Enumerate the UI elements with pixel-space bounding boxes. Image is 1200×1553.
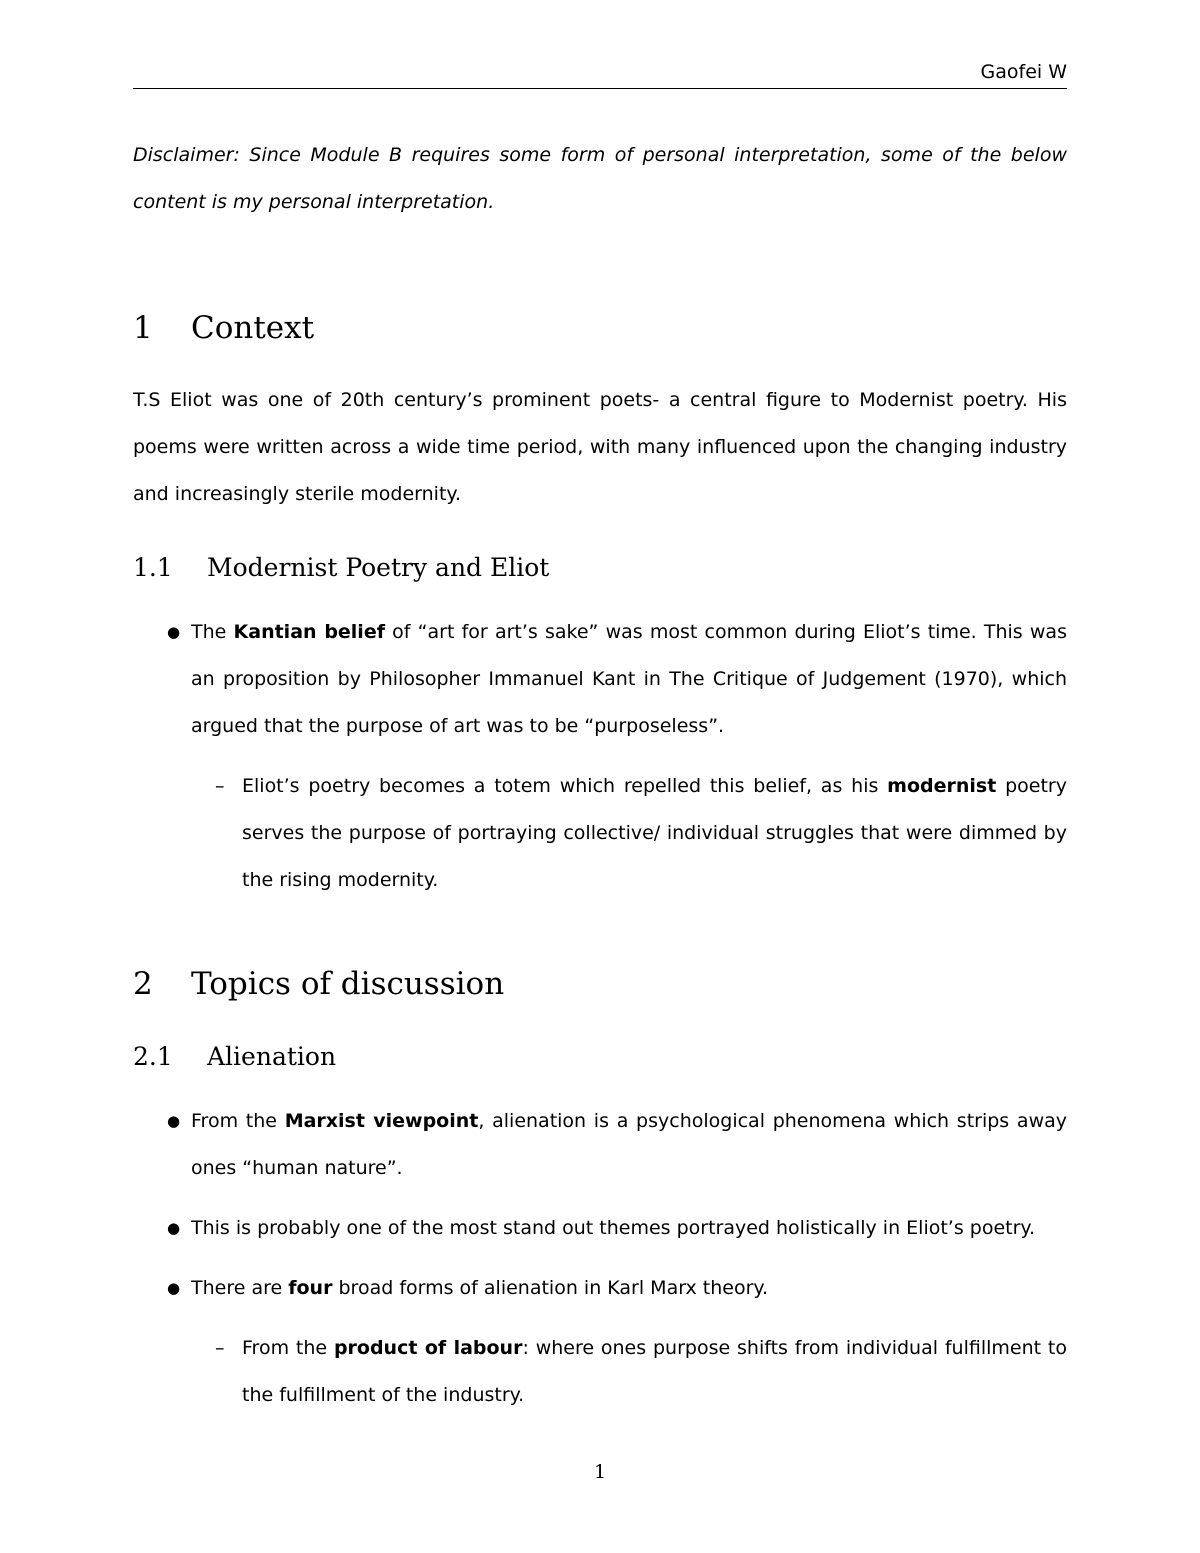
modernist-bullet-list [133,609,1067,904]
section-title: Topics of discussion [191,966,505,1002]
list-item-text: From the [191,1110,285,1132]
header-rule [133,88,1067,89]
list-item-bold-term: Kantian belief [233,621,385,643]
dash-icon: – [215,775,225,797]
list-item-text: : where ones purpose shifts from individual fulfillment to the fulfillment of the industry. [242,1337,1067,1406]
alienation-bullet-list [133,1098,1067,1419]
running-header-author: Gaofei W [980,61,1067,83]
bullet-icon: ● [167,623,181,641]
list-item-bold-term: modernist [887,775,997,797]
modernist-sub-list [191,763,1067,904]
bullet-icon: ● [167,1219,181,1237]
page-number: 1 [593,1461,607,1483]
list-item-text: From the [242,1337,334,1359]
list-item [133,1098,1067,1192]
list-item [133,1265,1067,1419]
list-item [133,609,1067,904]
subsection-heading-alienation [133,1040,1067,1074]
list-item-bold-term: product of labour [333,1337,523,1359]
list-item-text: broad forms of alienation in Karl Marx theory. [332,1277,768,1299]
list-item-bold-term: Marxist viewpoint [284,1110,479,1132]
list-item [133,1205,1067,1252]
list-item-text: This is probably one of the most stand out themes portrayed holistically in Eliot’s poetry. [191,1217,1035,1239]
alienation-sub-list [191,1325,1067,1419]
document-body [133,132,1067,1419]
subsection-title: Modernist Poetry and Eliot [207,553,550,582]
bullet-icon: ● [167,1279,181,1297]
list-item-bold-term: four [288,1277,333,1299]
list-item-text: Eliot’s poetry becomes a totem which repelled this belief, as his [242,775,888,797]
subsection-title: Alienation [207,1042,337,1071]
list-item-text: , alienation is a psychological phenomena which strips away ones “human nature”. [191,1110,1067,1179]
disclaimer-text: Disclaimer: Since Module B requires some form of personal interpretation, some of the below content is my personal interpretation. [133,144,1067,213]
list-item-text: poetry serves the purpose of portraying collective/ individual struggles that were dimmed by the rising modernity. [242,775,1067,891]
subsection-number: 2.1 [133,1042,173,1071]
section-number: 2 [133,966,153,1002]
list-item-text: of “art for art’s sake” was most common during Eliot’s time. This was an proposition by Philosopher Immanuel Kant in The Critique of Judgement (1970), which argued that the purpose of art was to be “purposeless”. [191,621,1067,737]
subsection-number: 1.1 [133,553,173,582]
list-item-text: There are [191,1277,289,1299]
list-item [191,763,1067,904]
bullet-icon: ● [167,1112,181,1130]
section-number: 1 [133,310,153,346]
section-title: Context [191,310,315,346]
context-paragraph: T.S Eliot was one of 20th century’s prominent poets- a central figure to Modernist poetry. His poems were written across a wide time period, with many influenced upon the changing industry and increasingly sterile modernity. [133,389,1067,505]
section-heading-topics [133,964,1067,1004]
list-item [191,1325,1067,1419]
subsection-heading-modernist-poetry [133,551,1067,585]
dash-icon: – [215,1337,225,1359]
list-item-text: The [191,621,234,643]
section-heading-context [133,308,1067,348]
